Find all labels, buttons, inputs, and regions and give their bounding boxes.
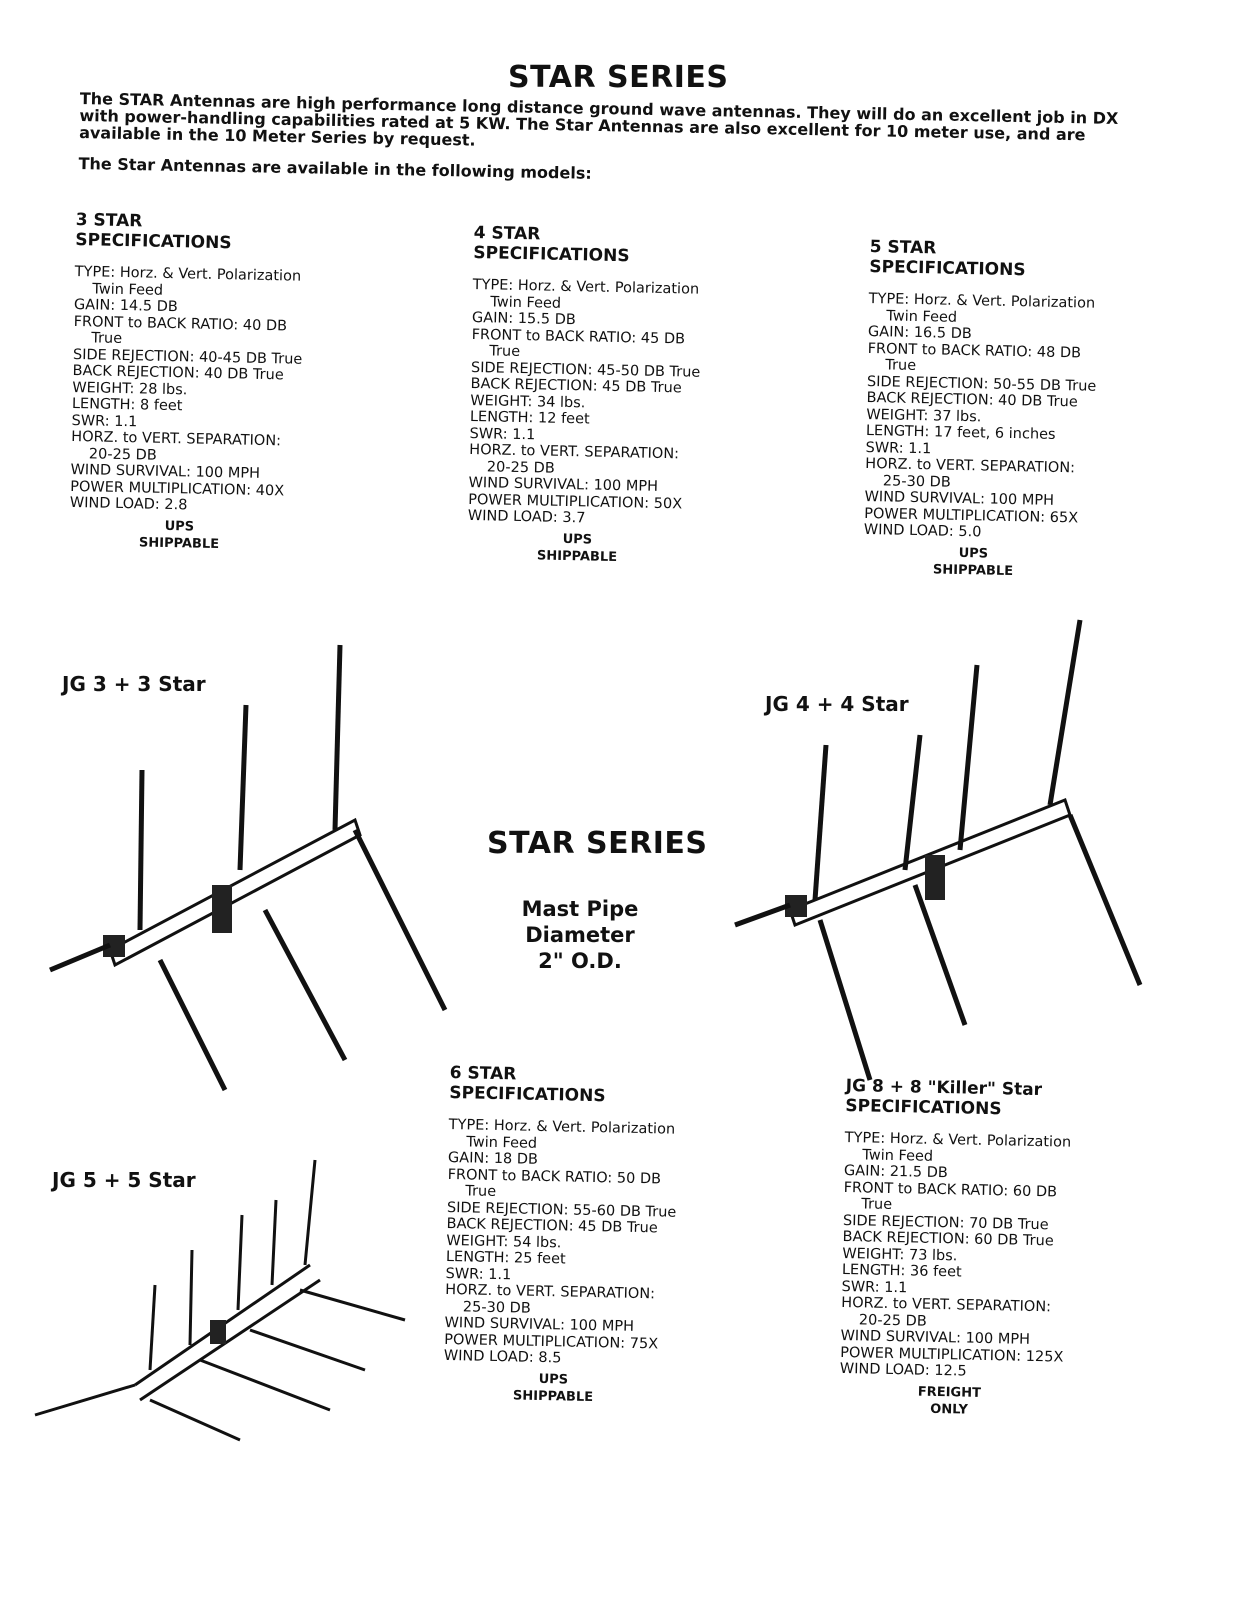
spec-line: SIDE REJECTION: 40-45 DB True — [72, 346, 303, 368]
center-title: STAR SERIES — [487, 826, 708, 861]
spec-line: 20-25 DB — [858, 1311, 927, 1330]
spec-line: FRONT to BACK RATIO: 60 DB — [843, 1179, 1058, 1200]
spec-line: HORZ. to VERT. SEPARATION: — [841, 1294, 1052, 1316]
spec-line: BACK REJECTION: 45 DB True — [470, 375, 682, 397]
spec-line: SIDE REJECTION: 45-50 DB True — [470, 359, 701, 381]
antenna-5-star-drawing — [35, 1160, 405, 1440]
spec-line: GAIN: 14.5 DB — [73, 296, 178, 316]
spec-line: FRONT to BACK RATIO: 50 DB — [447, 1166, 662, 1187]
spec-line: WIND SURVIVAL: 100 MPH — [70, 461, 261, 482]
shipping-line: SHIPPABLE — [932, 561, 1014, 579]
spec-line: Twin Feed — [886, 307, 958, 326]
mast-line: 2" O.D. — [538, 949, 622, 973]
spec-line: HORZ. to VERT. SEPARATION: — [469, 441, 680, 463]
spec-line: POWER MULTIPLICATION: 125X — [840, 1344, 1064, 1366]
spec-line: 25-30 DB — [882, 472, 951, 491]
model-label-3: JG 3 + 3 Star — [62, 672, 206, 696]
spec-line: SWR: 1.1 — [865, 439, 932, 457]
antenna-3-star-drawing — [50, 645, 445, 1090]
mast-line: Mast Pipe — [521, 897, 639, 921]
spec-line: HORZ. to VERT. SEPARATION: — [865, 455, 1076, 477]
spec-line: SIDE REJECTION: 50-55 DB True — [866, 373, 1097, 395]
spec-line: True — [91, 330, 123, 347]
antenna-4-star-drawing — [735, 620, 1140, 1080]
spec-line: 20-25 DB — [486, 458, 555, 477]
shipping-line: SHIPPABLE — [536, 547, 618, 565]
spec-line: POWER MULTIPLICATION: 65X — [864, 505, 1079, 526]
spec-line: True — [885, 357, 917, 374]
model-label-5: JG 5 + 5 Star — [52, 1168, 196, 1192]
spec-line: Twin Feed — [862, 1146, 934, 1165]
shipping-line: UPS — [538, 1371, 569, 1388]
spec-line: TYPE: Horz. & Vert. Polarization — [448, 1116, 676, 1138]
shipping-line: SHIPPABLE — [138, 534, 220, 552]
spec-line: BACK REJECTION: 40 DB True — [866, 389, 1078, 411]
spec-line: WEIGHT: 34 lbs. — [470, 392, 586, 411]
spec-subtitle: SPECIFICATIONS — [473, 242, 630, 267]
spec-line: FRONT to BACK RATIO: 40 DB — [73, 313, 288, 334]
spec-line: LENGTH: 17 feet, 6 inches — [865, 422, 1056, 443]
spec-subtitle: SPECIFICATIONS — [845, 1095, 1002, 1120]
spec-line: True — [489, 343, 521, 360]
spec-subtitle: SPECIFICATIONS — [449, 1082, 606, 1107]
spec-line: GAIN: 21.5 DB — [843, 1162, 948, 1182]
spec-line: SWR: 1.1 — [71, 412, 138, 430]
spec-line: BACK REJECTION: 60 DB True — [842, 1228, 1054, 1250]
spec-line: True — [861, 1196, 893, 1213]
page-title: STAR SERIES — [508, 60, 729, 95]
spec-line: True — [465, 1183, 497, 1200]
spec-model-name: JG 8 + 8 "Killer" Star — [845, 1076, 1043, 1101]
spec-line: WEIGHT: 73 lbs. — [842, 1245, 958, 1264]
spec-line: WIND LOAD: 2.8 — [69, 494, 188, 514]
spec-line: WIND SURVIVAL: 100 MPH — [864, 488, 1055, 509]
spec-line: LENGTH: 12 feet — [469, 408, 590, 428]
spec-line: SWR: 1.1 — [445, 1265, 512, 1283]
spec-subtitle: SPECIFICATIONS — [75, 229, 232, 254]
spec-line: GAIN: 18 DB — [447, 1149, 539, 1168]
spec-line: WEIGHT: 28 lbs. — [72, 379, 188, 398]
spec-line: Twin Feed — [466, 1133, 538, 1152]
intro-paragraph: The STAR Antennas are high performance long distance ground wave antennas. They will do an excellent job in DX with power-handling capabilities rated at 5 KW. The Star Antennas are also excellent for 10 meter use, and are available in the 10 Meter Series by request. — [79, 89, 1119, 150]
shipping-line: SHIPPABLE — [512, 1387, 594, 1405]
spec-line: 25-30 DB — [462, 1298, 531, 1317]
spec-line: TYPE: Horz. & Vert. Polarization — [74, 263, 302, 285]
spec-line: WIND LOAD: 8.5 — [443, 1347, 562, 1367]
shipping-line: UPS — [958, 545, 989, 562]
spec-line: Twin Feed — [490, 293, 562, 312]
spec-line: TYPE: Horz. & Vert. Polarization — [844, 1129, 1072, 1151]
spec-line: TYPE: Horz. & Vert. Polarization — [472, 276, 700, 298]
spec-line: 20-25 DB — [88, 445, 157, 464]
spec-subtitle: SPECIFICATIONS — [869, 256, 1026, 281]
spec-line: GAIN: 15.5 DB — [471, 309, 576, 329]
spec-model-name: 5 STAR — [869, 237, 937, 259]
spec-line: BACK REJECTION: 45 DB True — [446, 1215, 658, 1237]
spec-model-name: 4 STAR — [473, 223, 541, 245]
spec-line: FRONT to BACK RATIO: 48 DB — [867, 340, 1082, 361]
spec-line: WIND LOAD: 12.5 — [839, 1360, 967, 1380]
spec-line: LENGTH: 36 feet — [841, 1261, 962, 1281]
spec-line: LENGTH: 8 feet — [71, 395, 183, 415]
shipping-line: FREIGHT — [917, 1384, 982, 1401]
model-label-4: JG 4 + 4 Star — [765, 692, 909, 716]
spec-line: SIDE REJECTION: 70 DB True — [842, 1212, 1049, 1233]
shipping-line: UPS — [164, 518, 195, 535]
spec-line: FRONT to BACK RATIO: 45 DB — [471, 326, 686, 347]
spec-line: WIND SURVIVAL: 100 MPH — [840, 1327, 1031, 1348]
spec-line: WIND SURVIVAL: 100 MPH — [468, 474, 659, 495]
spec-line: WEIGHT: 37 lbs. — [866, 406, 982, 425]
spec-line: TYPE: Horz. & Vert. Polarization — [868, 290, 1096, 312]
spec-line: POWER MULTIPLICATION: 50X — [468, 491, 683, 512]
spec-line: Twin Feed — [92, 280, 164, 299]
spec-line: WIND LOAD: 5.0 — [863, 521, 982, 541]
spec-line: POWER MULTIPLICATION: 40X — [70, 478, 285, 499]
spec-model-name: 6 STAR — [449, 1063, 517, 1085]
spec-line: POWER MULTIPLICATION: 75X — [444, 1331, 659, 1352]
spec-line: GAIN: 16.5 DB — [867, 323, 972, 343]
spec-line: SWR: 1.1 — [469, 425, 536, 443]
spec-line: WIND LOAD: 3.7 — [467, 507, 586, 527]
spec-model-name: 3 STAR — [75, 210, 143, 232]
shipping-line: ONLY — [930, 1401, 968, 1418]
spec-line: SIDE REJECTION: 55-60 DB True — [446, 1199, 677, 1221]
spec-line: WEIGHT: 54 lbs. — [446, 1232, 562, 1251]
spec-line: LENGTH: 25 feet — [445, 1248, 566, 1268]
models-intro: The Star Antennas are available in the following models: — [78, 153, 592, 183]
spec-line: WIND SURVIVAL: 100 MPH — [444, 1314, 635, 1335]
spec-line: BACK REJECTION: 40 DB True — [72, 362, 284, 384]
shipping-line: UPS — [562, 531, 593, 548]
spec-line: SWR: 1.1 — [841, 1278, 908, 1296]
mast-line: Diameter — [525, 923, 635, 947]
spec-line: HORZ. to VERT. SEPARATION: — [445, 1281, 656, 1303]
spec-line: HORZ. to VERT. SEPARATION: — [71, 428, 282, 450]
